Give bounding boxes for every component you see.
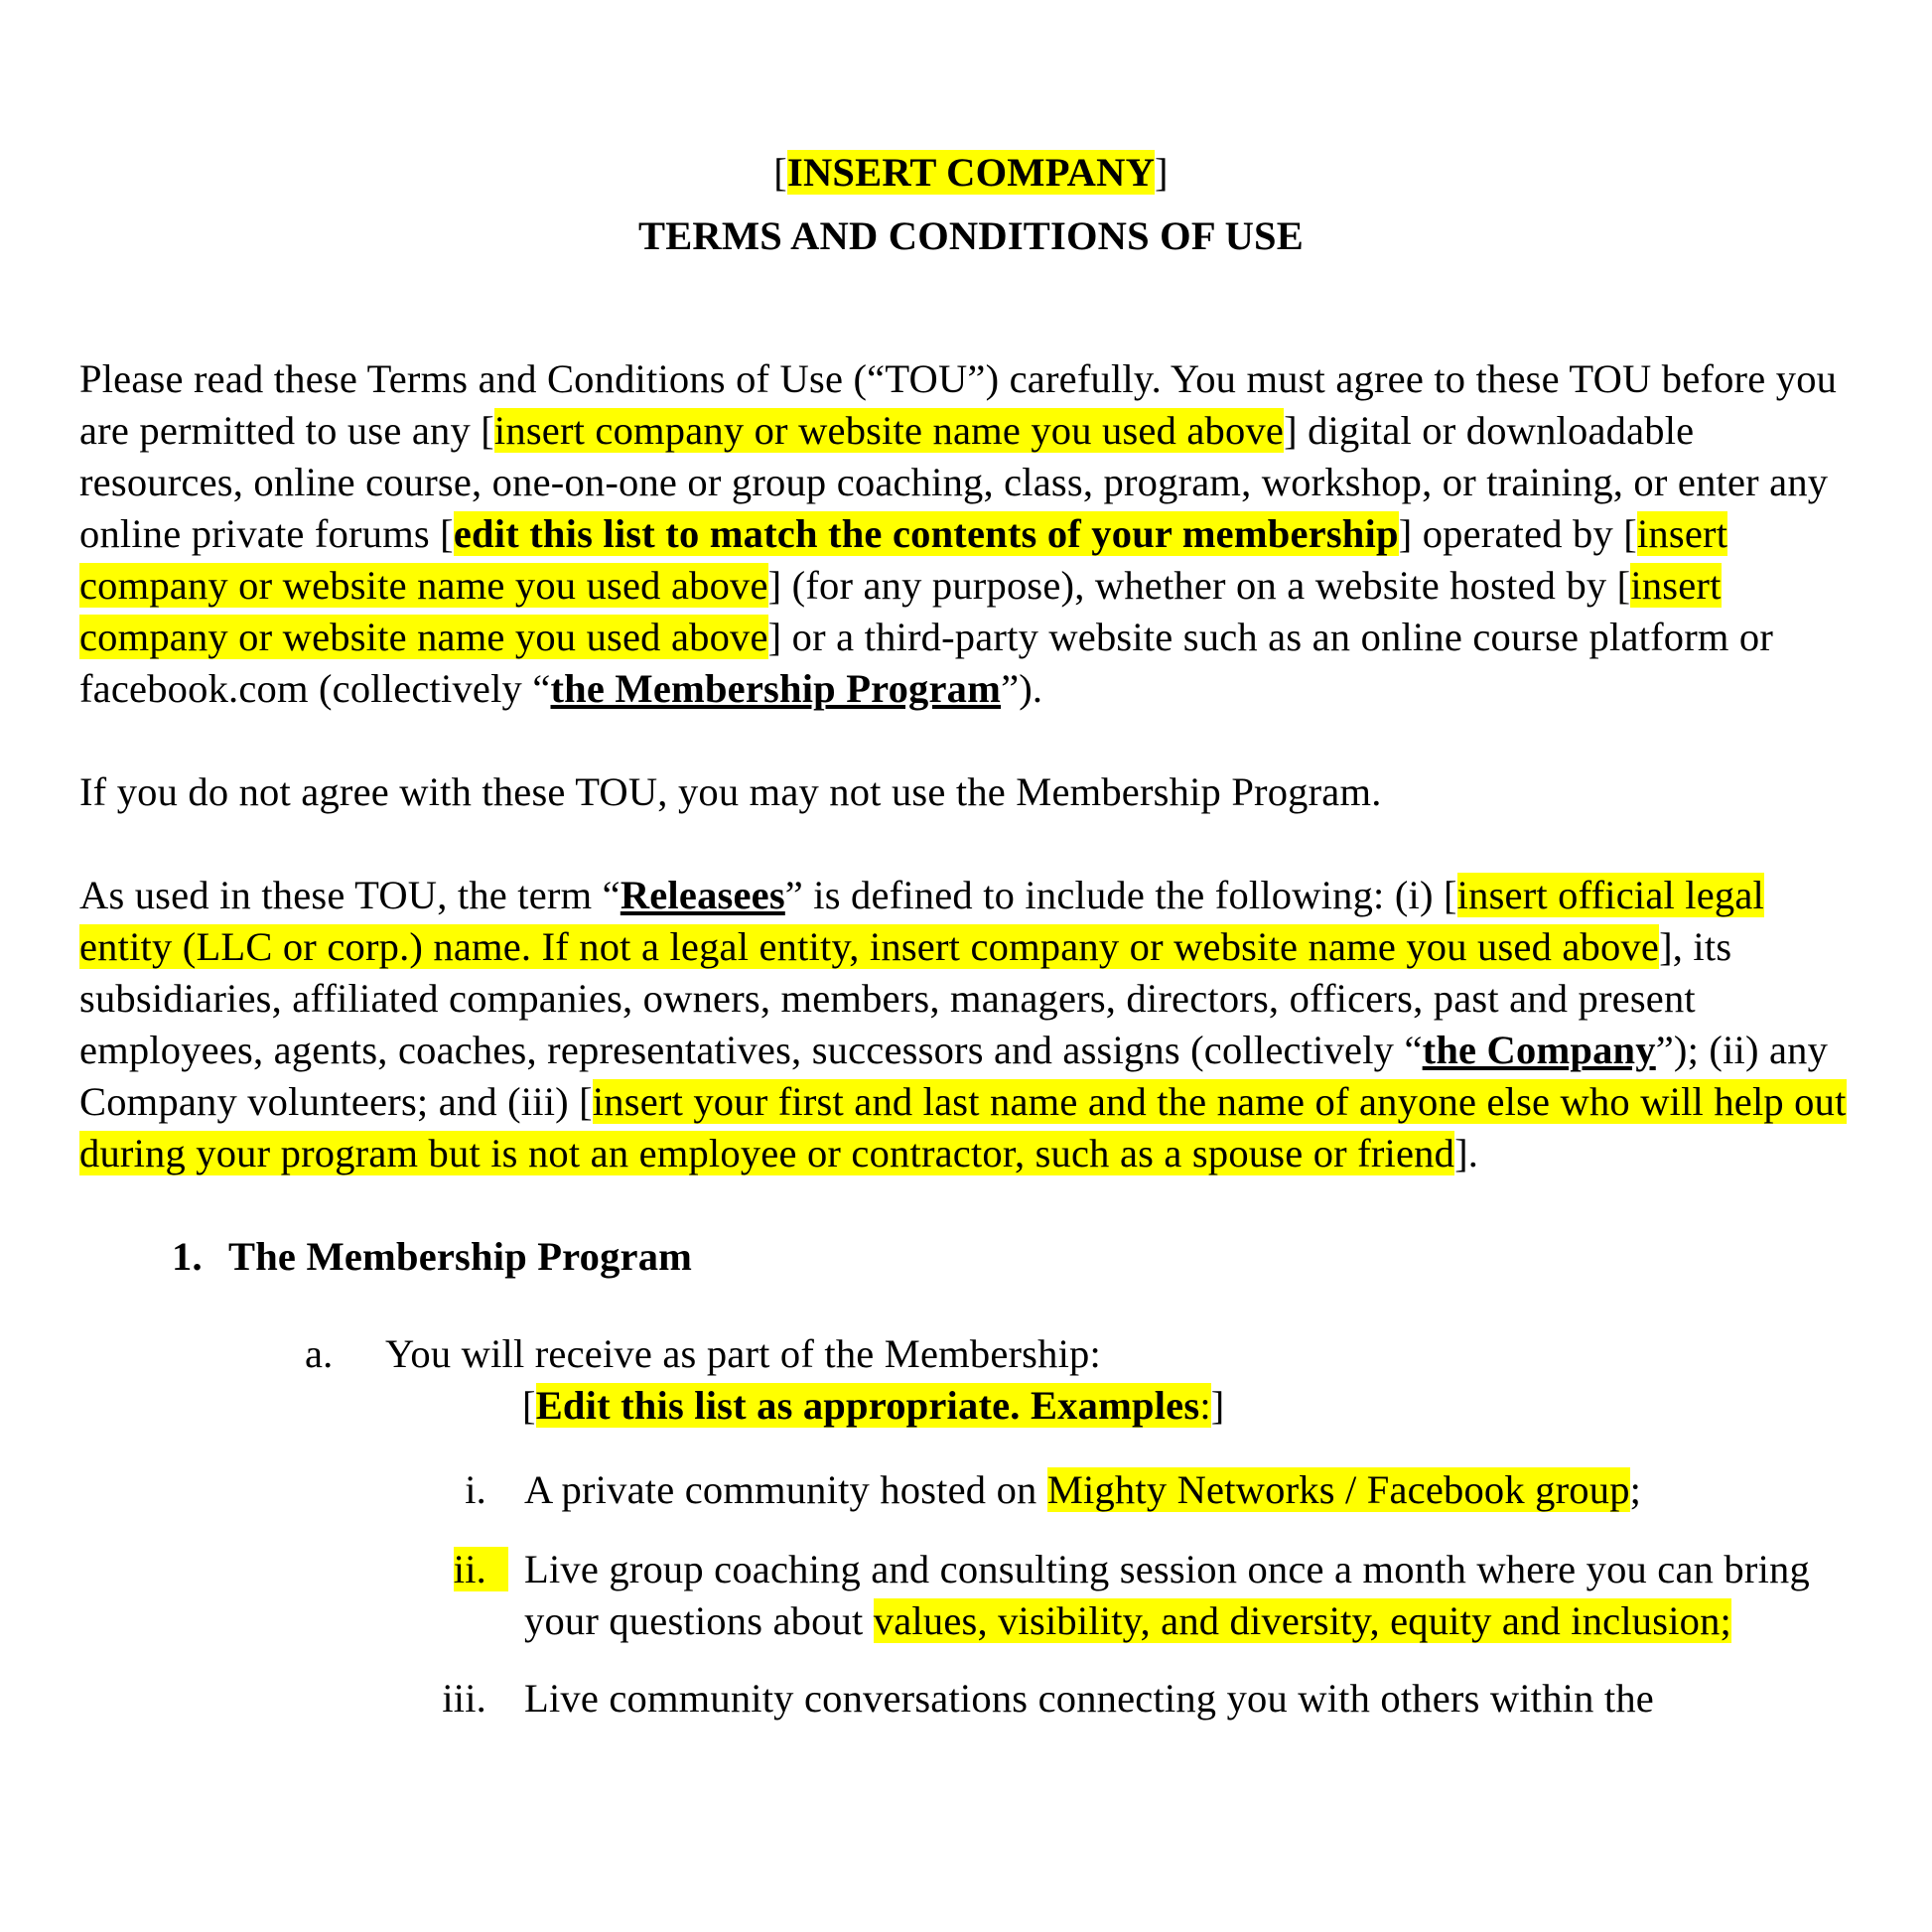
highlighted-placeholder: Mighty Networks / Facebook group	[1046, 1467, 1630, 1512]
list-marker: a.	[305, 1331, 334, 1376]
item-ii-text	[524, 1544, 1863, 1647]
text-run: Live group coaching and consulting session once a month where you can bring your questions about	[524, 1547, 1810, 1643]
text-run: As used in these TOU, the term “	[79, 873, 621, 917]
text-run: ] operated by [	[1398, 511, 1637, 556]
text-run: ”); (ii) any Company volunteers; and (iii) [	[79, 1028, 1829, 1124]
highlighted-placeholder: values, visibility, and diversity, equity and inclusion;	[873, 1598, 1732, 1643]
text-run: ] digital or downloadable resources, online course, one-on-one or group coaching, class, program, workshop, or training, or enter any online private forums [	[79, 408, 1829, 556]
item-ii-marker	[399, 1544, 486, 1647]
section-1-heading	[79, 1231, 1863, 1283]
title-tou-line-text	[638, 213, 1304, 258]
list-marker: 1.	[172, 1234, 203, 1279]
text-run: ], its subsidiaries, affiliated companies, owners, members, managers, directors, officers, past and present employees, agents, coaches, representatives, successors and assigns (collectively “	[79, 924, 1732, 1072]
highlighted-placeholder: insert official legal entity (LLC or corp.) name. If not a legal entity, insert company or website name you used above	[79, 873, 1765, 969]
highlighted-placeholder: INSERT COMPANY	[786, 150, 1156, 195]
text-run: ].	[1454, 1131, 1479, 1175]
defined-term: the Company	[1422, 1028, 1656, 1072]
text-run: Live community conversations connecting you with others within the	[524, 1676, 1654, 1721]
text-run: A private community hosted on	[524, 1467, 1047, 1512]
highlighted-placeholder: insert your first and last name and the name of anyone else who will help out during your program but is not an employee or contractor, such as a spouse or friend	[79, 1079, 1847, 1175]
disagree-paragraph	[79, 766, 1863, 818]
text-run: ” is defined to include the following: (i) [	[784, 873, 1457, 917]
releasees-paragraph-text	[79, 873, 1847, 1175]
item-iii	[79, 1673, 1863, 1725]
title-tou-line	[79, 210, 1863, 262]
highlighted-placeholder: insert company or website name you used above	[79, 511, 1728, 608]
text-run: You will receive as part of the Membership:	[385, 1331, 1101, 1376]
highlighted-placeholder: insert company or website name you used above	[79, 563, 1722, 659]
text-run: ]	[1210, 1383, 1225, 1428]
item-iii-marker	[399, 1673, 486, 1725]
highlighted-placeholder: Edit this list as appropriate. Examples	[535, 1383, 1200, 1428]
highlighted-placeholder: insert company or website name you used above	[493, 408, 1285, 453]
item-i-text	[524, 1464, 1863, 1516]
text-run: ;	[1629, 1467, 1642, 1512]
text-run: If you do not agree with these TOU, you may not use the Membership Program.	[79, 769, 1382, 814]
text-run: ] or a third-party website such as an online course platform or facebook.com (collectively “	[79, 615, 1774, 711]
section-1-heading-marker	[172, 1231, 228, 1283]
defined-term: the Membership Program	[550, 666, 1002, 711]
highlighted-list-marker: ii.	[454, 1547, 508, 1591]
list-marker: iii.	[442, 1676, 486, 1721]
disagree-paragraph-text	[79, 769, 1382, 814]
text-run: The Membership Program	[228, 1234, 693, 1279]
releasees-paragraph	[79, 870, 1863, 1179]
title-company-line	[79, 147, 1863, 199]
text-run: [	[773, 150, 787, 195]
text-run: ]	[1155, 150, 1169, 195]
intro-paragraph-text	[79, 356, 1837, 711]
text-run: ”).	[1001, 666, 1043, 711]
title-company-line-text	[773, 150, 1168, 195]
text-run: Please read these Terms and Conditions of Use (“TOU”) carefully. You must agree to these TOU before you are permitted to use any [	[79, 356, 1838, 453]
edit-list-note-text	[522, 1383, 1224, 1428]
item-i	[79, 1464, 1863, 1516]
item-a	[79, 1328, 1863, 1380]
item-a-text	[385, 1328, 1863, 1380]
text-run: [	[522, 1383, 536, 1428]
text-run: ] (for any purpose), whether on a website hosted by [	[767, 563, 1631, 608]
list-marker: i.	[465, 1467, 486, 1512]
text-run: TERMS AND CONDITIONS OF USE	[637, 213, 1304, 258]
edit-list-note	[522, 1380, 1863, 1432]
highlighted-placeholder: :	[1199, 1383, 1211, 1428]
section-1-heading-text	[228, 1231, 1863, 1283]
document-content	[79, 147, 1863, 1725]
item-i-marker	[399, 1464, 486, 1516]
highlighted-placeholder: edit this list to match the contents of your membership	[453, 511, 1399, 556]
defined-term: Releasees	[620, 873, 785, 917]
item-iii-text	[524, 1673, 1863, 1725]
item-a-marker	[305, 1328, 385, 1380]
intro-paragraph	[79, 353, 1863, 715]
item-ii	[79, 1544, 1863, 1647]
